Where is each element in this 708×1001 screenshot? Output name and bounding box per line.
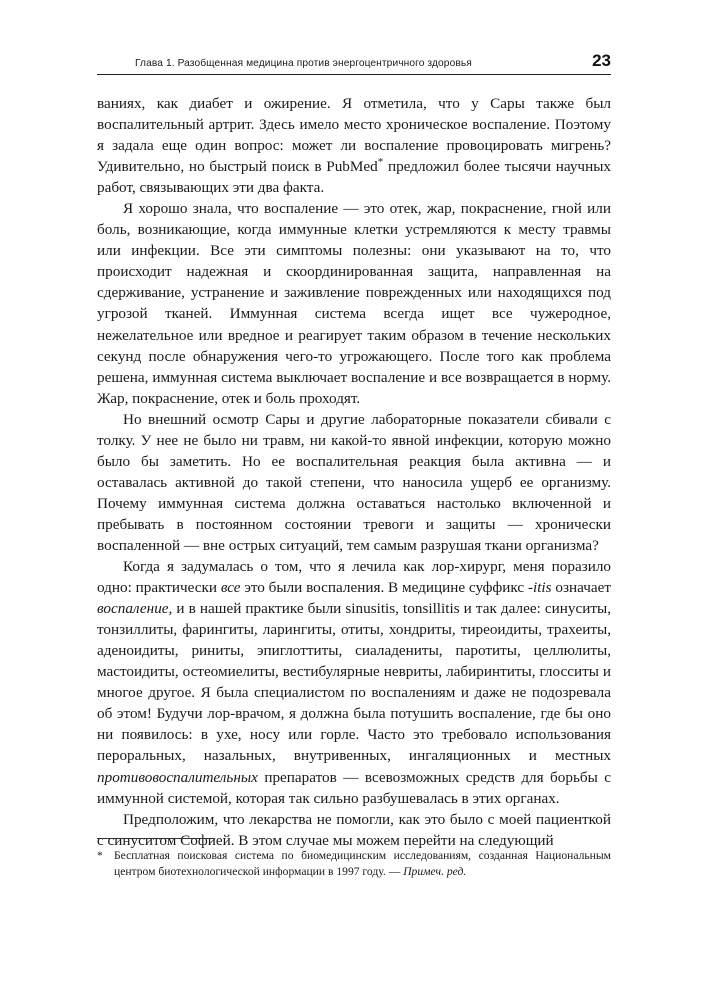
body-text [97, 93, 611, 851]
page-number: 23 [592, 51, 611, 70]
running-head-title: Глава 1. Разобщенная медицина против энергоцентричного здоровья [135, 58, 472, 69]
footnote-separator [97, 838, 215, 839]
paragraph-2: Я хорошо знала, что воспаление — это отек, жар, покраснение, гной или боль, возникающие, когда иммунные клетки устремляются к месту травмы или инфекции. Все эти симптомы полезны: они указывают на то, что происходит надежная и скоординированная защита, направленная на сдерживание, устранение и заживление поврежденных или находящихся под угрозой тканей. Иммунная система всегда ищет все чужеродное, нежелательное или вредное и реагирует таким образом в течение нескольких секунд после обнаружения чего-то угрожающего. После того как проблема решена, иммунная система выключает воспаление и все возвращается в норму. Жар, покраснение, отек и боль проходят. [97, 200, 611, 407]
footnote-marker: * [97, 849, 103, 862]
footnote [97, 848, 611, 881]
paragraph-3: Но внешний осмотр Сары и другие лабораторные показатели сбивали с толку. У нее не было ни травм, ни какой-то явной инфекции, которую можно было бы заметить. Но ее воспалительная реакция была активна — и оставалась активной до такой степени, что наносила ущерб ее организму. Почему иммунная система должна оставаться настолько включенной и пребывать в постоянном состоянии тревоги и защиты — хронически воспаленной — вне острых ситуаций, тем самым разрушая ткани организма? [97, 410, 611, 554]
paragraph-1: ваниях, как диабет и ожирение. Я отметила, что у Сары также был воспалительный артрит. Здесь имело место хроническое воспаление. Поэтому я задала еще один вопрос: может ли воспаление провоцировать мигрень? Удивительно, но быстрый поиск в PubMed* предложил более тысячи научных работ, связывающих эти два факта. [97, 95, 611, 197]
page-header [97, 52, 611, 75]
footnote-area [97, 838, 611, 881]
footnote-reference: * [377, 156, 384, 169]
paragraph-5: Предположим, что лекарства не помогли, как это было с моей пациенткой с синуситом Софией. В этом случае мы можем перейти на следующий [97, 810, 611, 849]
page-content [97, 52, 611, 851]
footnote-text: Бесплатная поисковая система по биомедицинским исследованиям, созданная Национальным центром биотехнологической информации в 1997 году. — Примеч. ред. [114, 849, 611, 879]
paragraph-4: Когда я задумалась о том, что я лечила как лор-хирург, меня поразило одно: практически все это были воспаления. В медицине суффикс -itis означает воспаление, и в нашей практике были sinusitis, tonsillitis и так далее: синуситы, тонзиллиты, фарингиты, ларингиты, отиты, хондриты, тиреоидиты, трахеиты, аденоидиты, риниты, эпиглоттиты, сиаладениты, паротиты, целлюлиты, мастоидиты, остеомиелиты, вестибулярные невриты, лабиринтиты, глосситы и многое другое. Я была специалистом по воспалениям и даже не подозревала об этом! Будучи лор-врачом, я должна была потушить воспаление, где бы оно ни появилось: в ухе, носу или горле. Часто это требовало использования пероральных, назальных, внутривенных, ингаляционных и местных противовоспалительных препаратов — всевозможных средств для борьбы с иммунной системой, которая так сильно разбушевалась в этих органах. [97, 558, 611, 807]
